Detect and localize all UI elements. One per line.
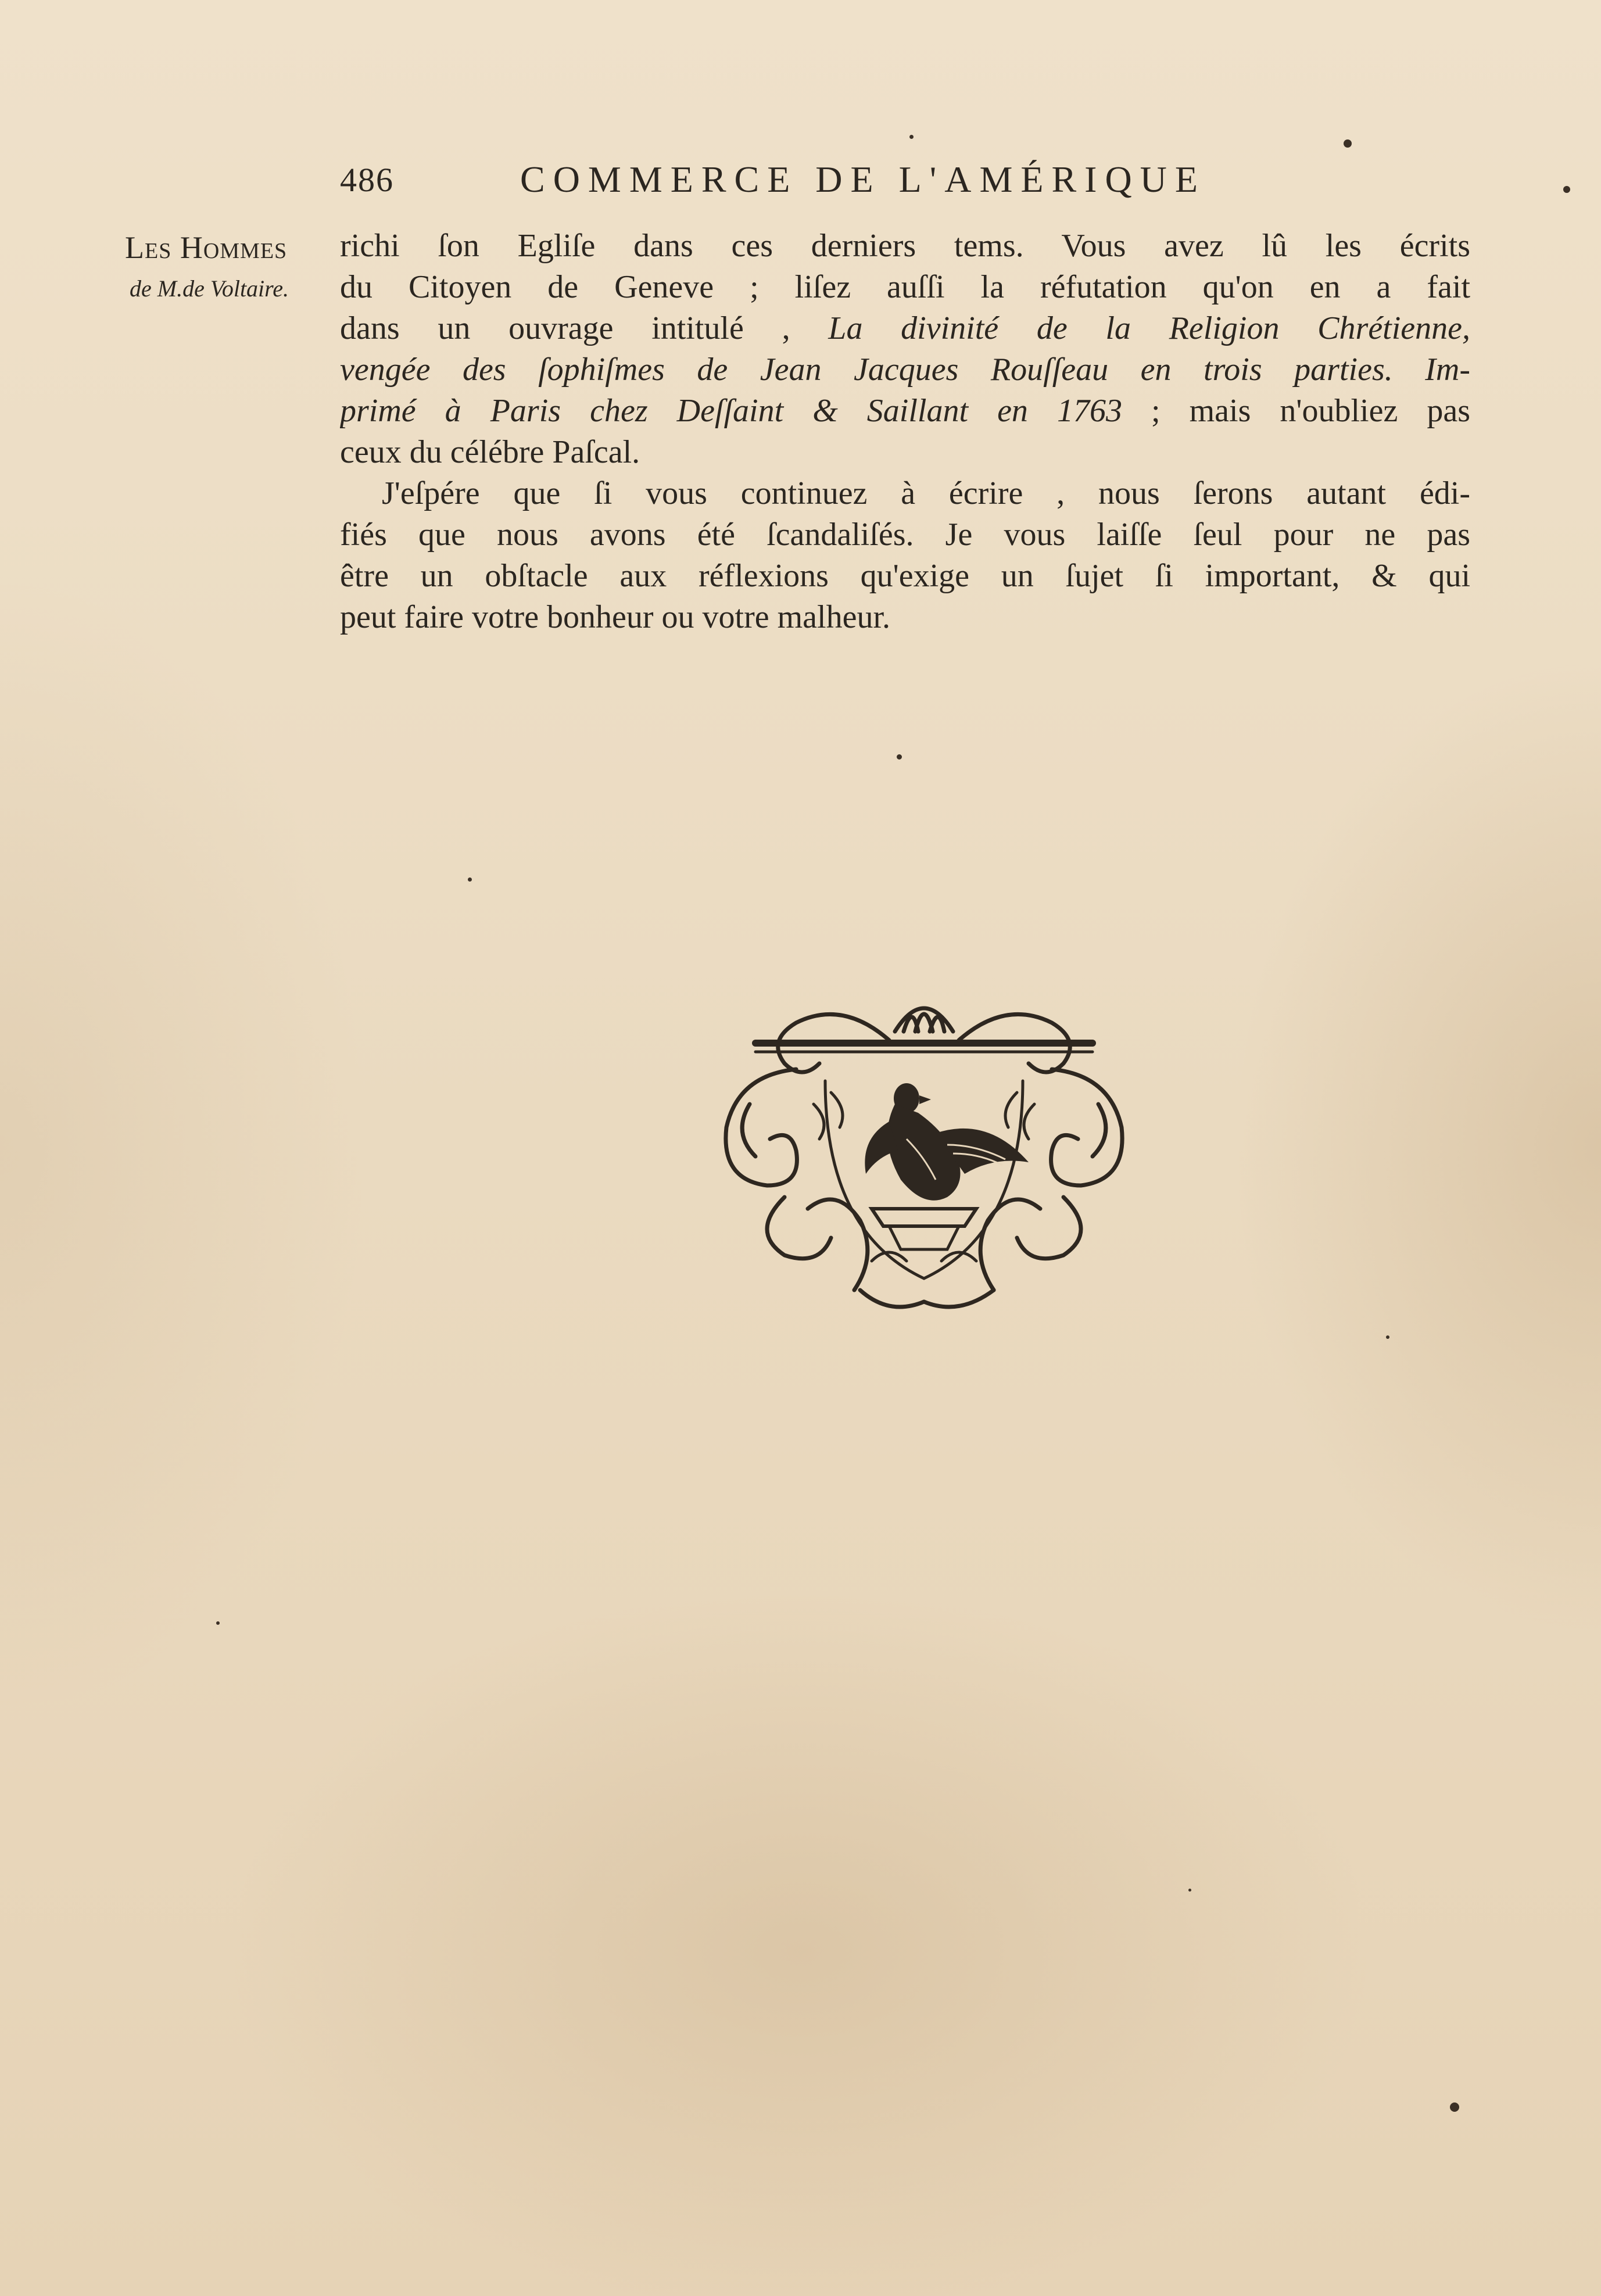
paragraph-2 — [340, 473, 1470, 638]
margin-note-line-1: Les Hommes — [125, 230, 288, 265]
paper-speck — [909, 135, 914, 139]
running-head: COMMERCE DE L'AMÉRIQUE — [520, 159, 1206, 200]
paper-speck — [216, 1621, 220, 1625]
paper-speck — [468, 877, 472, 882]
margin-note-line-2: de M.de Voltaire. — [130, 275, 289, 302]
paper-speck — [897, 754, 902, 760]
imprint-italic: primé à Paris chez Deſſaint & Saillant en 1763 — [340, 393, 1122, 429]
book-title-italic: La divinité de la Religion Chrétienne, — [828, 310, 1470, 346]
text-line: J'eſpére que ſi vous continuez à écrire , nous ſerons autant édi- — [382, 475, 1470, 511]
text-line: être un obſtacle aux réflexions qu'exige un ſujet ſi important, & qui — [340, 558, 1470, 594]
paper-speck — [1563, 186, 1570, 193]
page-number: 486 — [340, 161, 394, 199]
paper-speck — [1188, 1889, 1191, 1892]
eagle-cartouche-fleuron-icon — [715, 988, 1133, 1319]
text-line: ceux du célébre Paſcal. — [340, 434, 640, 470]
text-line — [340, 391, 1470, 432]
page-header — [340, 158, 1339, 205]
text-line: fiés que nous avons été ſcandaliſés. Je vous laiſſe ſeul pour ne pas — [340, 517, 1470, 553]
text-line-italic: vengée des ſophiſmes de Jean Jacques Rouſſeau en trois parties. Im- — [340, 352, 1470, 388]
paper-speck — [1344, 139, 1352, 148]
text-run: ; mais n'oubliez pas — [1122, 393, 1470, 429]
text-run: dans un ouvrage intitulé , — [340, 310, 829, 346]
text-line: du Citoyen de Geneve ; liſez auſſi la réfutation qu'on en a fait — [340, 269, 1470, 305]
body-text — [340, 225, 1470, 638]
paragraph-1 — [340, 225, 1470, 473]
text-line — [340, 308, 1470, 349]
paper-speck — [1450, 2102, 1459, 2112]
paper-speck — [1386, 1335, 1389, 1339]
text-line: richi ſon Egliſe dans ces derniers tems. Vous avez lû les écrits — [340, 228, 1470, 264]
text-line: peut faire votre bonheur ou votre malheur. — [340, 599, 890, 635]
